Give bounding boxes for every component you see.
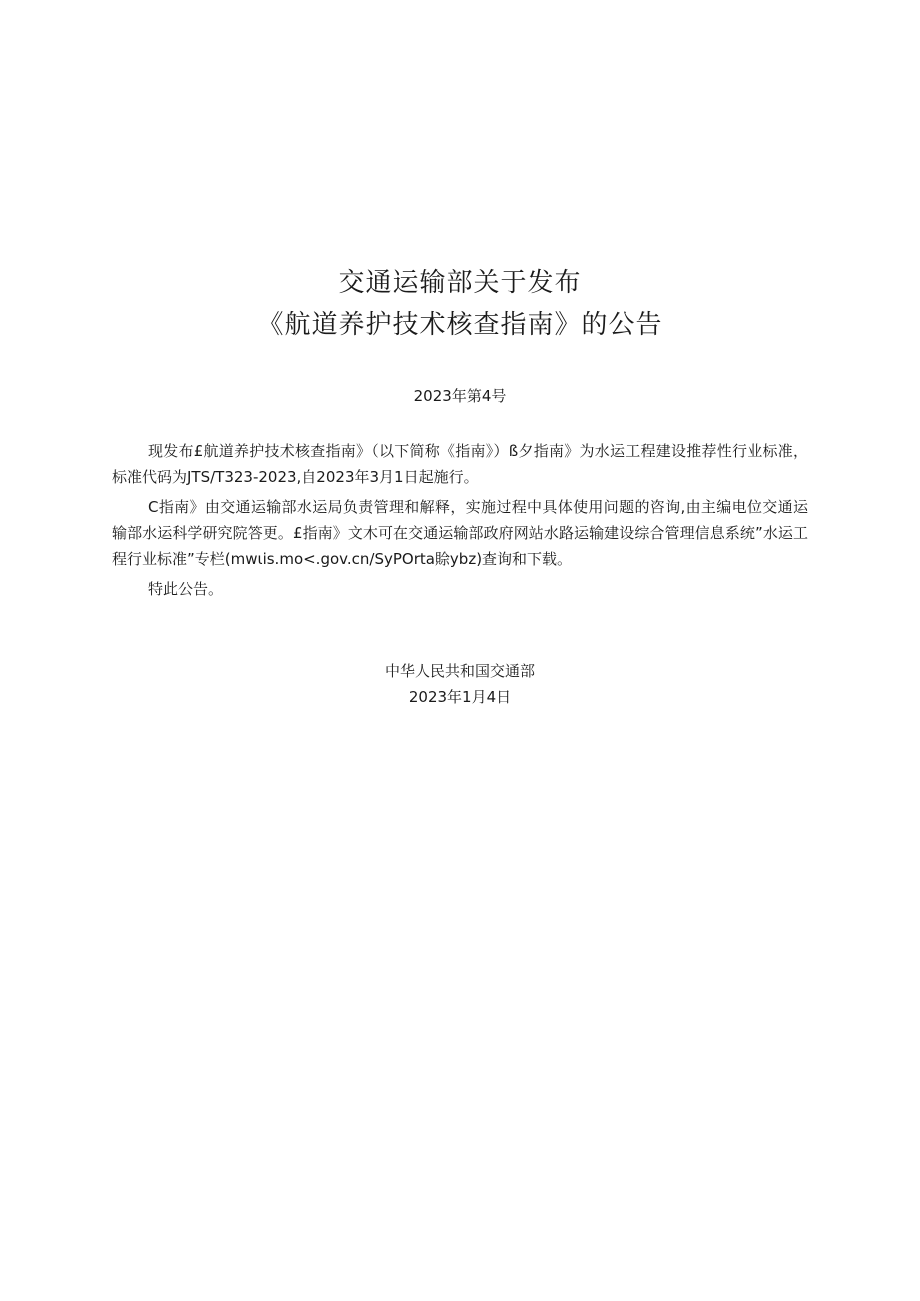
- title-line-1: 交通运输部关于发布: [338, 268, 582, 298]
- announcement-body: [112, 438, 808, 602]
- signature-date: 2023年1月4日: [408, 688, 512, 706]
- document-number: 2023年第4号: [413, 387, 507, 405]
- closing-line: 特此公告。: [148, 580, 224, 598]
- announcement-title: [0, 262, 920, 346]
- body-paragraph-1: 现发布£航道养护技术核查指南》（以下简称《指南》）ß夕指南》为水运工程建设推荐性行业标准，标准代码为JTS/T323-2023,自2023年3月1日起施行。: [112, 442, 808, 486]
- title-line-2: 《航道养护技术核查指南》的公告: [257, 310, 663, 340]
- body-paragraph-2: C指南》由交通运输部水运局负责管理和解释，实施过程中具体使用问题的咨询,由主编电位交通运输部水运科学研究院答更。£指南》文木可在交通运输部政府网站水路运输建设综合管理信息系统”水运工程行业标准”专栏(mwιis.mo<.gov.cn/SyPOrta賒ybz)查询和下载。: [112, 498, 808, 568]
- signature-block: [0, 658, 920, 710]
- signature-organization: 中华人民共和国交通部: [384, 662, 535, 680]
